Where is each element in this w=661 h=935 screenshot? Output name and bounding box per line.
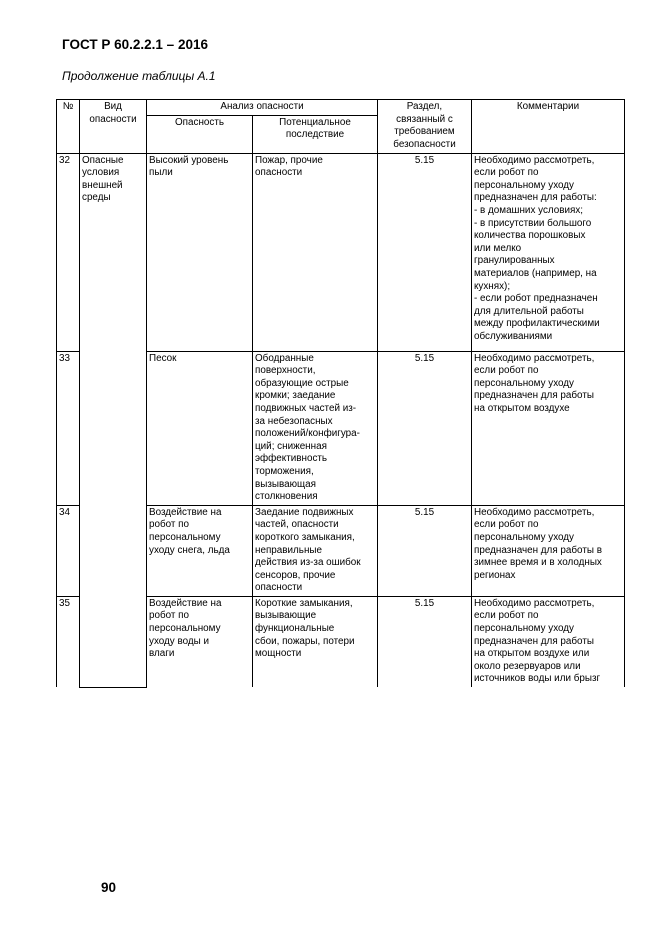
text-line: торможения, [255,465,314,477]
text-line: ций; сниженная [255,440,327,452]
text-line: персональному [149,531,221,543]
hazard-cell [147,596,253,687]
header-hazard: Опасность [147,115,253,153]
consequence-cell [253,596,378,687]
text-line: Потенциальное [279,116,351,128]
text-line: кухнях); [474,280,511,292]
text-line: мощности [255,648,302,660]
text-line: робот по [149,610,190,622]
text-line: на открытом воздухе [474,402,570,414]
text-line: персональному уходу [474,531,574,543]
text-line: Песок [149,352,177,364]
text-line: персональному уходу [474,179,574,191]
section-cell: 5.15 [378,596,472,687]
text-line: если робот по [474,365,539,377]
comments-cell [472,351,625,505]
hazard-cell [147,153,253,351]
text-line: робот по [149,519,190,531]
text-line: пыли [149,167,173,179]
row-number: 35 [57,596,80,687]
text-line: Раздел, [406,101,443,112]
text-line: образующие острые [255,377,349,389]
text-line: безопасности [393,138,456,150]
text-line: опасности [89,113,137,125]
text-line: неправильные [255,544,322,556]
document-id: ГОСТ Р 60.2.2.1 – 2016 [62,37,208,52]
row-number: 34 [57,505,80,596]
text-line: персональному [149,623,221,635]
text-line: вызывающие [255,610,317,622]
text-line: Заедание подвижных [255,506,354,518]
text-line: Необходимо рассмотреть, [474,352,595,364]
section-cell: 5.15 [378,153,472,351]
text-line: регионах [474,569,516,581]
consequence-cell [253,351,378,505]
text-line: сбои, пожары, потери [255,635,355,647]
header-comments: Комментарии [472,100,625,154]
text-line: внешней [82,179,123,191]
section-cell: 5.15 [378,351,472,505]
text-line: предназначен для работы: [474,192,597,204]
text-line: предназначен для работы в [474,544,602,556]
text-line: - в присутствии большого [474,217,592,229]
table-row [57,153,625,351]
text-line: кромки; заедание [255,390,336,402]
text-line: подвижных частей из- [255,402,357,414]
text-line: Короткие замыкания, [255,597,353,609]
text-line: Ободранные [255,352,314,364]
text-line: эффективность [255,453,328,465]
text-line: зимнее время и в холодных [474,557,602,569]
row-number: 33 [57,351,80,505]
text-line: обслуживаниями [474,330,553,342]
text-line: предназначен для работы [474,390,594,402]
text-line: поверхности, [255,365,316,377]
text-line: Воздействие на [149,506,222,518]
text-line: действия из-за ошибок [255,557,361,569]
text-line: если робот по [474,167,539,179]
consequence-cell [253,153,378,351]
hazard-table [56,99,625,688]
header-num: № [57,100,80,154]
header-type [80,100,147,154]
text-line: среды [82,192,111,204]
text-line: если робот по [474,519,539,531]
text-line: Воздействие на [149,597,222,609]
text-line: влаги [149,648,175,660]
text-line: Пожар, прочие [255,154,323,166]
text-line: уходу воды и [149,635,210,647]
text-line: короткого замыкания, [255,531,355,543]
page-number: 90 [101,880,117,895]
text-line: связанный с [396,113,453,125]
hazard-type-cell [80,153,147,687]
text-line: за небезопасных [255,415,333,427]
text-line: количества порошковых [474,230,586,242]
text-line: функциональные [255,623,335,635]
text-line: - в домашних условиях; [474,204,584,216]
header-section [378,100,472,154]
text-line: последствие [285,129,345,141]
text-line: вызывающая [255,478,316,490]
text-line: около резервуаров или [474,660,581,672]
consequence-cell [253,505,378,596]
text-line: между профилактическими [474,318,600,330]
row-number: 32 [57,153,80,351]
text-line: сенсоров, прочие [255,569,336,581]
text-line: опасности [255,582,303,594]
table-caption: Продолжение таблицы А.1 [62,69,216,83]
header-analysis: Анализ опасности [147,100,378,116]
text-line: Необходимо рассмотреть, [474,506,595,518]
comments-cell [472,505,625,596]
text-line: частей, опасности [255,519,339,531]
hazard-cell [147,351,253,505]
header-consequence [253,115,378,153]
text-line: Необходимо рассмотреть, [474,597,595,609]
text-line: Высокий уровень [149,154,229,166]
text-line: уходу снега, льда [149,544,230,556]
text-line: условия [82,167,120,179]
text-line: положений/конфигура- [255,428,360,440]
section-cell: 5.15 [378,505,472,596]
text-line: требованием [394,126,455,138]
text-line: - если робот предназначен [474,293,598,305]
text-line: для длительной работы [474,305,584,317]
text-line: материалов (например, на [474,267,597,279]
comments-cell [472,596,625,687]
text-line: опасности [255,167,303,179]
text-line: гранулированных [474,255,555,267]
text-line: Необходимо рассмотреть, [474,154,595,166]
text-line: если робот по [474,610,539,622]
text-line: или мелко [474,242,522,254]
text-line: персональному уходу [474,623,574,635]
text-line: персональному уходу [474,377,574,389]
text-line: Вид [104,101,122,112]
text-line: предназначен для работы [474,635,594,647]
hazard-cell [147,505,253,596]
text-line: на открытом воздухе или [474,648,590,660]
comments-cell [472,153,625,351]
text-line: Опасные [82,154,124,166]
text-line: источников воды или брызг [474,673,601,685]
text-line: столкновения [255,491,318,503]
